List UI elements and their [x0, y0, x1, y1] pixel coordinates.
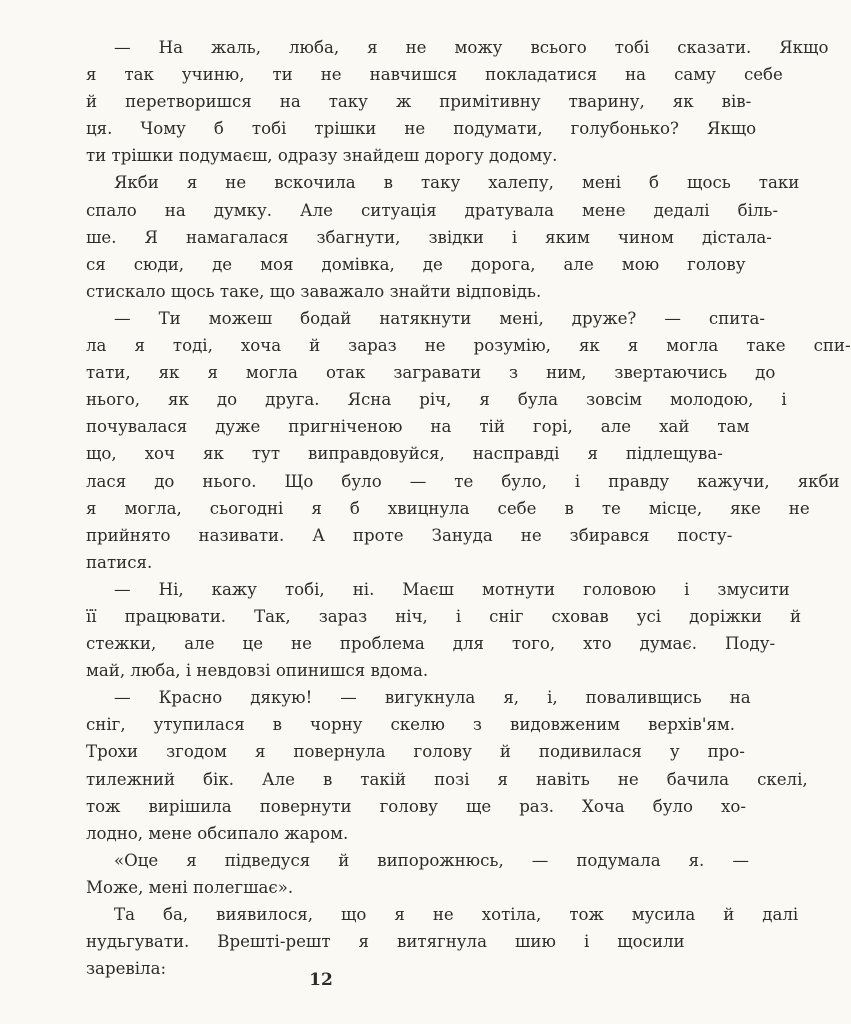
text-line: нудьгувати. Врешті-решт я витягнула шию і щосили — [86, 932, 685, 952]
text-line: сніг, утупилася в чорну скелю з видовженим верхів'ям. — [86, 715, 736, 735]
text-line: лодно, мене обсипало жаром. — [86, 823, 349, 843]
paragraph — [58, 576, 802, 684]
text-line: — Ти можеш бодай натякнути мені, друже? — спита- — [114, 308, 766, 328]
text-line: стежки, але це не проблема для того, хто думає. Поду- — [86, 634, 776, 654]
text-line: май, люба, і невдовзі опинишся вдома. — [86, 661, 429, 681]
text-line: «Оце я підведуся й випорожнюсь, — подумала я. — — [114, 850, 749, 870]
text-line: спало на думку. Але ситуація дратувала мене дедалі біль- — [86, 200, 779, 220]
text-line: почувалася дуже пригніченою на тій горі, але хай там — [86, 417, 750, 437]
text-line: — Красно дякую! — вигукнула я, і, поваливщись на — [114, 688, 751, 708]
text-line: що, хоч як тут виправдовуйся, насправді я підлещува- — [86, 444, 723, 464]
text-line: я могла, сьогодні я б хвицнула себе в те місце, яке не — [86, 498, 810, 518]
page-number: 12 — [309, 970, 333, 990]
text-line: тилежний бік. Але в такій позі я навіть не бачила скелі, — [86, 769, 808, 789]
text-line: патися. — [86, 552, 153, 572]
text-line: тож вирішила повернути голову ще раз. Хоча було хо- — [86, 796, 746, 816]
paragraph — [58, 684, 808, 847]
text-line: Може, мені полегшає». — [86, 877, 294, 897]
text-line: й перетворишся на таку ж примітивну тварину, як вів- — [86, 92, 752, 112]
text-line: Якби я не вскочила в таку халепу, мені б щось таки — [114, 173, 800, 193]
text-line: я так учиню, ти не навчишся покладатися на саму себе — [86, 65, 783, 85]
paragraph — [58, 169, 800, 304]
text-line: — На жаль, люба, я не можу всього тобі сказати. Якщо — [114, 38, 829, 57]
text-line: ше. Я намагалася збагнути, звідки і яким чином дістала- — [86, 227, 772, 247]
text-line: Трохи згодом я повернула голову й подивилася у про- — [86, 742, 745, 762]
paragraph — [58, 847, 749, 901]
book-page-text — [58, 34, 851, 982]
text-line: Та ба, виявилося, що я не хотіла, тож мусила й далі — [114, 905, 799, 924]
text-line: ти трішки подумаєш, одразу знайдеш дорогу додому. — [86, 146, 558, 166]
text-line: ся сюди, де моя домівка, де дорога, але мою голову — [86, 254, 746, 274]
text-line: прийнято називати. А проте Зануда не збирався посту- — [86, 525, 733, 545]
text-line: її працювати. Так, зараз ніч, і сніг сховав усі доріжки й — [86, 606, 802, 626]
text-line: — Ні, кажу тобі, ні. Маєш мотнути головою і змусити — [114, 579, 790, 599]
text-line: заревіла: — [86, 959, 167, 979]
text-line: ця. Чому б тобі трішки не подумати, голубонько? Якщо — [86, 119, 757, 139]
text-line: тати, як я могла отак загравати з ним, звертаючись до — [86, 363, 776, 383]
paragraph — [58, 305, 851, 576]
text-line: нього, як до друга. Ясна річ, я була зовсім молодою, і — [86, 390, 787, 410]
text-line: стискало щось таке, що заважало знайти відповідь. — [86, 281, 542, 301]
paragraph — [58, 34, 829, 169]
text-line: лася до нього. Що було — те було, і правду кажучи, якби — [86, 471, 840, 491]
text-line: ла я тоді, хоча й зараз не розумію, як я могла таке спи- — [86, 336, 851, 356]
